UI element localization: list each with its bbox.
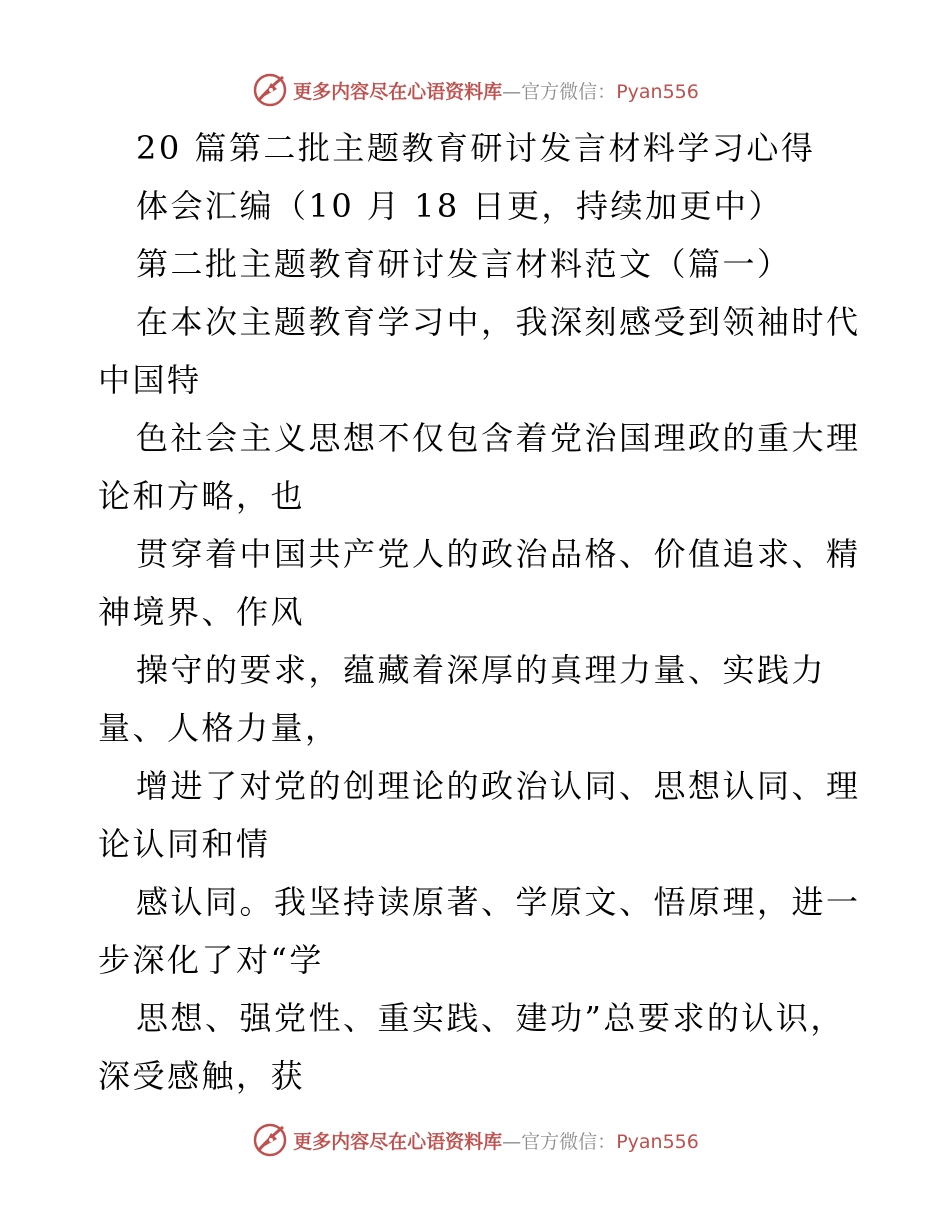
- header-banner-wechat-label: —官方微信：: [502, 80, 617, 103]
- paragraph-line: 论和方略，也: [98, 477, 306, 515]
- paragraph-line: 操守的要求，蕴藏着深厚的真理力量、实践力: [136, 651, 827, 689]
- paragraph-line: 量、人格力量，: [98, 709, 340, 747]
- paragraph-line: 色社会主义思想不仅包含着党治国理政的重大理: [136, 419, 861, 457]
- paragraph-line: 论认同和情: [98, 825, 271, 863]
- pen-nib-logo-icon: [251, 71, 289, 109]
- header-banner-title: 更多内容尽在心语资料库: [293, 80, 503, 103]
- footer-banner-text: [293, 1127, 699, 1154]
- footer-banner-wechat-id: Pyan556: [616, 1130, 699, 1153]
- paragraph-line: 中国特: [98, 361, 202, 399]
- paragraph-line: 思想、强党性、重实践、建功”总要求的认识，: [136, 999, 845, 1037]
- doc-title-line-2: 体会汇编（10 月 18 日更，持续加更中）: [136, 187, 783, 225]
- paragraph-line: 贯穿着中国共产党人的政治品格、价值追求、精: [136, 535, 861, 573]
- paragraph-line: 在本次主题教育学习中，我深刻感受到领袖时代: [136, 303, 861, 341]
- paragraph-line: 感认同。我坚持读原著、学原文、悟原理，进一: [136, 883, 861, 921]
- pen-nib-logo-icon: [251, 1121, 289, 1159]
- footer-banner: [0, 1120, 950, 1160]
- doc-title-line-1: 20 篇第二批主题教育研讨发言材料学习心得: [136, 129, 816, 167]
- paragraph-line: 神境界、作风: [98, 593, 306, 631]
- header-banner-wechat-id: Pyan556: [616, 80, 699, 103]
- doc-section-heading: 第二批主题教育研讨发言材料范文（篇一）: [136, 245, 792, 283]
- paragraph-line: 深受感触，获: [98, 1057, 306, 1095]
- paragraph-line: 步深化了对“学: [98, 941, 324, 979]
- footer-banner-title: 更多内容尽在心语资料库: [293, 1130, 503, 1153]
- footer-banner-wechat-label: —官方微信：: [502, 1130, 617, 1153]
- header-banner: [0, 70, 950, 110]
- paragraph-line: 增进了对党的创理论的政治认同、思想认同、理: [136, 767, 861, 805]
- header-banner-text: [293, 77, 699, 104]
